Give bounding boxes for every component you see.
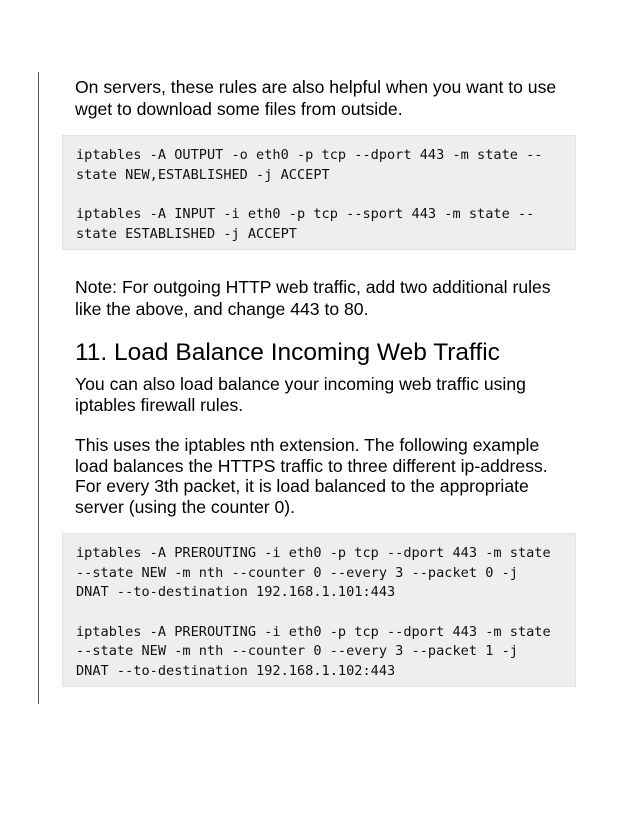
- code-line: iptables -A PREROUTING -i eth0 -p tcp --dport 443 -m state: [76, 623, 551, 640]
- note-paragraph: Note: For outgoing HTTP web traffic, add two additional rules like the above, and change 443 to 80.: [75, 277, 551, 319]
- code-line: iptables -A INPUT -i eth0 -p tcp --sport 443 -m state --: [76, 206, 535, 222]
- code-line: iptables -A PREROUTING -i eth0 -p tcp --dport 443 -m state: [76, 545, 551, 561]
- code-line: DNAT --to-destination 192.168.1.101:443: [76, 584, 396, 600]
- section-paragraph-2: This uses the iptables nth extension. The following example load balances the HTTPS traffic to three different ip-address. For every 3th packet, it is load balanced to the appropriate server (using the counter 0).: [75, 435, 548, 517]
- code-line: state ESTABLISHED -j ACCEPT: [76, 225, 297, 242]
- code-line: --state NEW -m nth --counter 0 --every 3 --packet 1 -j: [76, 643, 518, 659]
- section-paragraph-1: You can also load balance your incoming web traffic using iptables firewall rules.: [75, 374, 526, 415]
- code-line: state NEW,ESTABLISHED -j ACCEPT: [76, 166, 330, 183]
- left-margin-rule: [38, 72, 39, 704]
- intro-paragraph: On servers, these rules are also helpful when you want to use wget to download some files from outside.: [75, 77, 557, 119]
- code-line: DNAT --to-destination 192.168.1.102:443: [76, 662, 396, 679]
- code-block-load-balance: [62, 533, 576, 687]
- code-line: --state NEW -m nth --counter 0 --every 3 --packet 0 -j: [76, 564, 518, 581]
- code-block-https-outgoing: [62, 135, 576, 250]
- section-heading: 11. Load Balance Incoming Web Traffic: [75, 339, 500, 366]
- code-line: iptables -A OUTPUT -o eth0 -p tcp --dport 443 -m state --: [76, 147, 543, 163]
